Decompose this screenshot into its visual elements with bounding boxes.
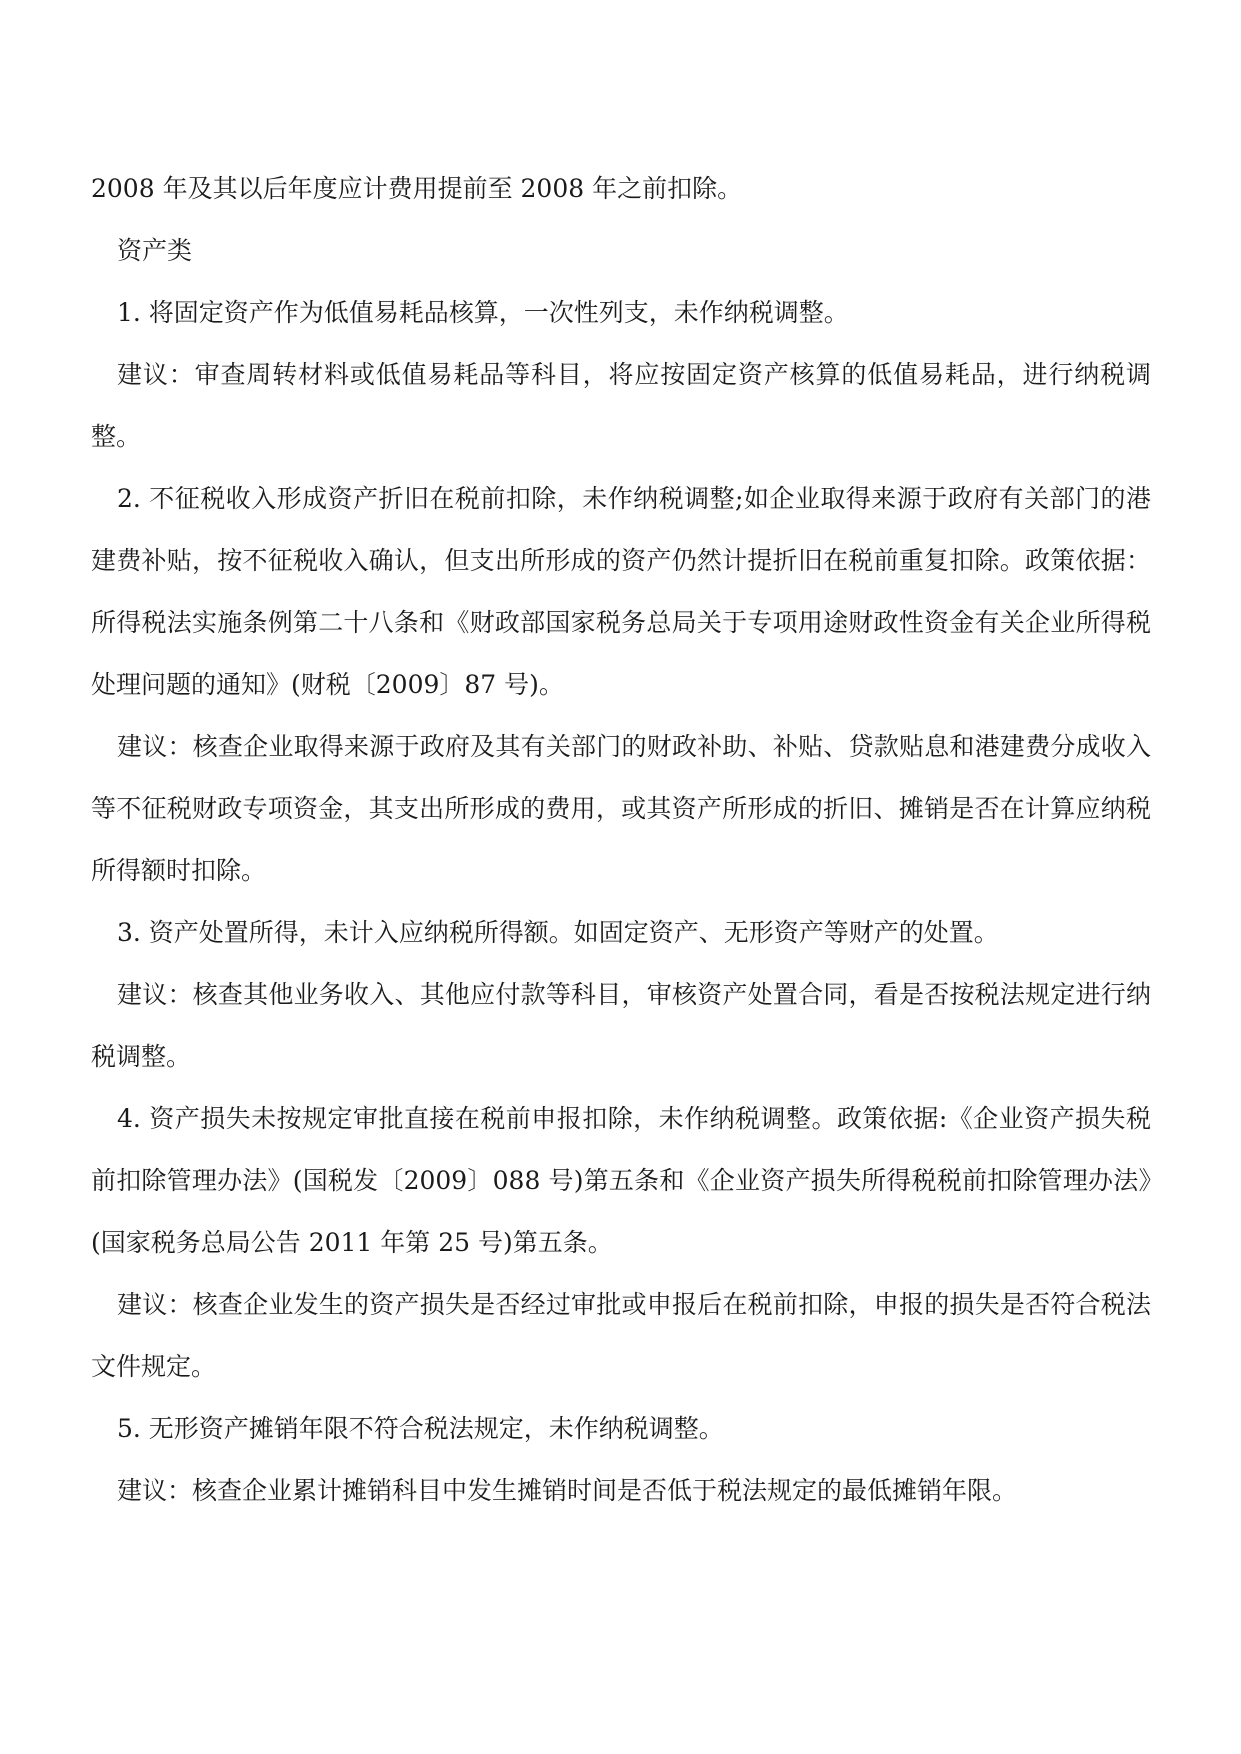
suggestion-5: 建议：核查企业累计摊销科目中发生摊销时间是否低于税法规定的最低摊销年限。 (117, 1476, 1018, 1505)
item-2-non-taxable-income: 2. 不征税收入形成资产折旧在税前扣除，未作纳税调整;如企业取得来源于政府有关部门的港建费补贴，按不征税收入确认，但支出所形成的资产仍然计提折旧在税前重复扣除。政策依据：所得税法实施条例第二十八条和《财政部国家税务总局关于专项用途财政性资金有关企业所得税处理问题的通知》(财税〔2009〕87 号)。 (91, 484, 1151, 699)
suggestion-3: 建议：核查其他业务收入、其他应付款等科目，审核资产处置合同，看是否按税法规定进行纳税调整。 (91, 980, 1151, 1071)
item-4-asset-loss: 4. 资产损失未按规定审批直接在税前申报扣除，未作纳税调整。政策依据:《企业资产损失税前扣除管理办法》(国税发〔2009〕088 号)第五条和《企业资产损失所得税税前扣除管理办法》(国家税务总局公告 2011 年第 25 号)第五条。 (91, 1104, 1151, 1257)
document-page (91, 158, 1151, 1522)
paragraph-accrued-expenses: 2008 年及其以后年度应计费用提前至 2008 年之前扣除。 (91, 174, 743, 203)
suggestion-1: 建议：审查周转材料或低值易耗品等科目，将应按固定资产核算的低值易耗品，进行纳税调整。 (91, 360, 1151, 451)
item-3-asset-disposal: 3. 资产处置所得，未计入应纳税所得额。如固定资产、无形资产等财产的处置。 (117, 918, 999, 947)
item-1-fixed-assets: 1. 将固定资产作为低值易耗品核算，一次性列支，未作纳税调整。 (117, 298, 849, 327)
suggestion-2: 建议：核查企业取得来源于政府及其有关部门的财政补助、补贴、贷款贴息和港建费分成收入等不征税财政专项资金，其支出所形成的费用，或其资产所形成的折旧、摊销是否在计算应纳税所得额时扣除。 (91, 732, 1151, 885)
item-5-intangible-amortization: 5. 无形资产摊销年限不符合税法规定，未作纳税调整。 (117, 1414, 724, 1443)
suggestion-4: 建议：核查企业发生的资产损失是否经过审批或申报后在税前扣除，申报的损失是否符合税法文件规定。 (91, 1290, 1151, 1381)
section-heading-assets: 资产类 (117, 236, 193, 265)
